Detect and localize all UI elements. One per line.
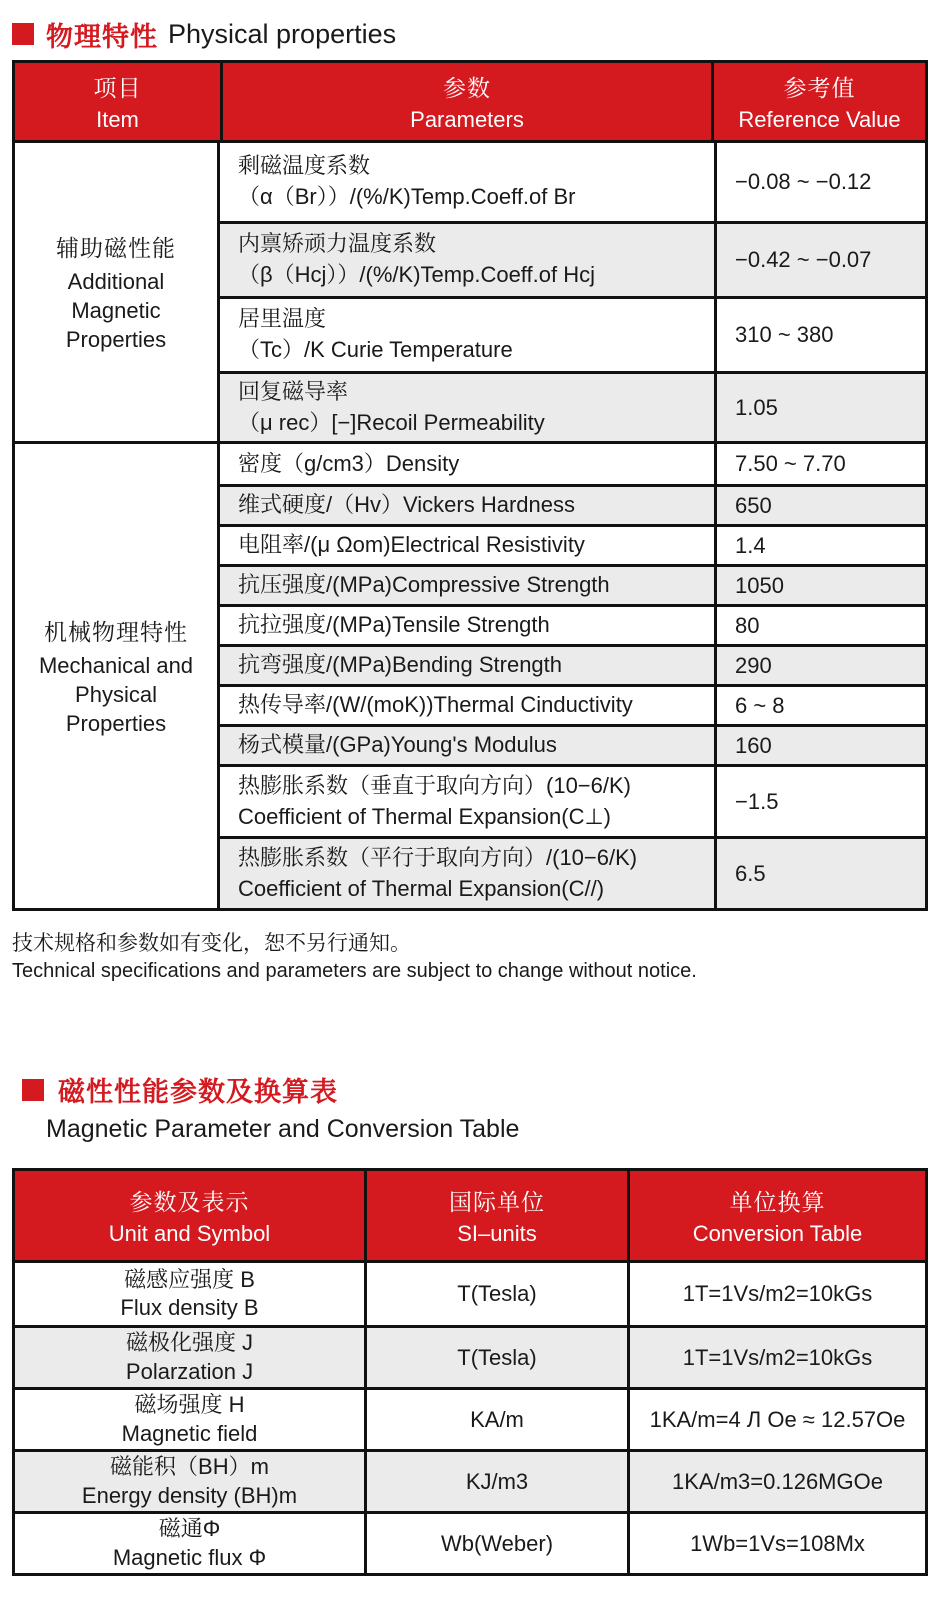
- footnote-zh: 技术规格和参数如有变化，恕不另行通知。: [12, 932, 411, 955]
- section1-title-zh: 物理特性: [46, 21, 158, 52]
- group-mechanical-physical: [15, 441, 925, 908]
- header-item-zh: 项目: [93, 75, 142, 101]
- group-label-zh: 机械物理特性: [44, 618, 188, 645]
- table-row: [220, 143, 925, 221]
- footnote: [12, 929, 940, 984]
- header-parameters-zh: 参数: [443, 75, 491, 101]
- group-label-zh: 辅助磁性能: [56, 234, 176, 261]
- header-symbol-zh: 参数及表示: [129, 1189, 250, 1216]
- table1-header-row: [15, 63, 925, 143]
- reference-value: 80: [714, 607, 925, 644]
- reference-value: 7.50 ~ 7.70: [714, 444, 925, 484]
- parameter-cell: [220, 143, 714, 221]
- parameter-cell: 杨式模量/(GPa)Young's Modulus: [238, 732, 557, 758]
- si-unit-cell: T(Tesla): [364, 1263, 630, 1325]
- header-symbol-en: Unit and Symbol: [108, 1221, 271, 1247]
- reference-value: 1050: [714, 567, 925, 604]
- conversion-table: [12, 1168, 928, 1576]
- parameter-line1: 回复磁导率: [238, 378, 349, 404]
- quantity-cell: [15, 1452, 364, 1511]
- table-row: [220, 371, 925, 441]
- table-row: [15, 1325, 925, 1387]
- parameter-line2: Coefficient of Thermal Expansion(C⊥): [238, 803, 611, 829]
- red-square-bullet-icon: [12, 23, 34, 45]
- parameter-line2: （β（Hcj））/(%/K)Temp.Coeff.of Hcj: [238, 262, 595, 287]
- footnote-en: Technical specifications and parameters are subject to change without notice.: [12, 960, 697, 983]
- parameter-cell: [220, 839, 714, 908]
- quantity-en: Magnetic field: [121, 1420, 258, 1446]
- table-row: [15, 1449, 925, 1511]
- section2-title-en: Magnetic Parameter and Conversion Table: [46, 1115, 520, 1144]
- table2-header-conversion: [630, 1171, 925, 1260]
- table-row: [220, 564, 925, 604]
- parameter-cell: [220, 767, 714, 836]
- parameter-cell: [220, 374, 714, 441]
- group-label-en: Mechanical and Physical Properties: [38, 652, 194, 737]
- parameter-cell: [220, 299, 714, 371]
- header-conversion-en: Conversion Table: [692, 1221, 863, 1247]
- conversion-cell: 1T=1Vs/m2=10kGs: [682, 1281, 873, 1307]
- parameter-line2: （Tc）/K Curie Temperature: [238, 337, 513, 362]
- table1-header-parameters: [220, 63, 714, 140]
- section1-title: [12, 12, 940, 56]
- parameter-cell: 维式硬度/（Hv）Vickers Hardness: [238, 492, 575, 518]
- reference-value: 1.4: [714, 527, 925, 564]
- quantity-zh: 磁场强度 H: [134, 1392, 245, 1418]
- header-parameters-en: Parameters: [410, 107, 524, 132]
- reference-value: −1.5: [714, 767, 925, 836]
- group-label-additional-magnetic: [15, 143, 220, 441]
- table-row: [220, 644, 925, 684]
- reference-value: 6.5: [714, 839, 925, 908]
- quantity-en: Magnetic flux Φ: [112, 1544, 267, 1570]
- parameter-cell: 抗拉强度/(MPa)Tensile Strength: [238, 612, 550, 638]
- quantity-zh: 磁感应强度 B: [124, 1266, 255, 1292]
- parameter-cell: 电阻率/(μ Ωom)Electrical Resistivity: [238, 532, 585, 558]
- quantity-en: Energy density (BH)m: [81, 1482, 298, 1508]
- table-row: [220, 524, 925, 564]
- quantity-cell: [15, 1390, 364, 1449]
- si-unit-cell: KJ/m3: [364, 1452, 630, 1511]
- section1-title-en: Physical properties: [168, 18, 397, 49]
- section2-title-zh: 磁性性能参数及换算表: [58, 1077, 338, 1108]
- reference-value: 290: [714, 647, 925, 684]
- quantity-zh: 磁能积（BH）m: [110, 1454, 269, 1480]
- quantity-cell: [15, 1263, 364, 1325]
- si-unit-cell: T(Tesla): [364, 1328, 630, 1387]
- parameter-cell: [220, 224, 714, 296]
- table-row: [220, 836, 925, 908]
- header-reference-en: Reference Value: [738, 107, 901, 132]
- quantity-zh: 磁极化强度 J: [125, 1330, 254, 1356]
- group-label-mechanical-physical: [15, 444, 220, 908]
- quantity-en: Polarzation J: [125, 1358, 254, 1384]
- parameter-line2: Coefficient of Thermal Expansion(C//): [238, 875, 605, 901]
- header-reference-zh: 参考值: [783, 75, 856, 101]
- table-row: [220, 444, 925, 484]
- si-unit-cell: Wb(Weber): [364, 1514, 630, 1573]
- table-row: [15, 1263, 925, 1325]
- table-row: [15, 1387, 925, 1449]
- group-additional-magnetic: [15, 143, 925, 441]
- conversion-cell: 1T=1Vs/m2=10kGs: [682, 1344, 873, 1370]
- table2-header-si: [364, 1171, 630, 1260]
- table-row: [220, 764, 925, 836]
- reference-value: −0.42 ~ −0.07: [714, 224, 925, 296]
- reference-value: 160: [714, 727, 925, 764]
- parameter-cell: 热传导率/(W/(moK))Thermal Cinductivity: [238, 692, 633, 718]
- parameter-line1: 热膨胀系数（垂直于取向方向）(10−6/K): [238, 772, 631, 798]
- header-conversion-zh: 单位换算: [729, 1189, 826, 1216]
- reference-value: −0.08 ~ −0.12: [714, 143, 925, 221]
- group-label-en: Additional Magnetic Properties: [65, 268, 167, 353]
- reference-value: 6 ~ 8: [714, 687, 925, 724]
- parameter-line2: （μ rec）[−]Recoil Permeability: [238, 409, 545, 435]
- table-row: [220, 684, 925, 724]
- table-row: [15, 1511, 925, 1573]
- header-item-en: Item: [96, 107, 139, 132]
- conversion-cell: 1KA/m=4 Л Oe ≈ 12.57Oe: [649, 1406, 906, 1432]
- header-si-en: SI–units: [457, 1221, 537, 1247]
- reference-value: 310 ~ 380: [714, 299, 925, 371]
- parameter-line1: 内禀矫顽力温度系数: [238, 231, 437, 257]
- table-row: [220, 484, 925, 524]
- red-square-bullet-icon: [22, 1079, 44, 1101]
- header-si-zh: 国际单位: [449, 1189, 545, 1216]
- quantity-cell: [15, 1514, 364, 1573]
- physical-properties-table: [12, 60, 928, 911]
- table1-header-reference: [714, 63, 925, 140]
- table-row: [220, 296, 925, 371]
- table-row: [220, 604, 925, 644]
- parameter-line1: 剩磁温度系数: [238, 153, 371, 179]
- parameter-cell: 抗弯强度/(MPa)Bending Strength: [238, 652, 563, 678]
- si-unit-cell: KA/m: [364, 1390, 630, 1449]
- quantity-cell: [15, 1328, 364, 1387]
- table-row: [220, 724, 925, 764]
- section2-title: [22, 1070, 940, 1144]
- reference-value: 650: [714, 487, 925, 524]
- table2-header-row: [15, 1171, 925, 1263]
- parameter-cell: 密度（g/cm3）Density: [238, 450, 460, 476]
- parameter-line2: （α（Br））/(%/K)Temp.Coeff.of Br: [238, 184, 576, 209]
- quantity-en: Flux density B: [120, 1295, 259, 1321]
- table-row: [220, 221, 925, 296]
- parameter-line1: 居里温度: [238, 306, 327, 332]
- table2-header-symbol: [15, 1171, 364, 1260]
- parameter-line1: 热膨胀系数（平行于取向方向）/(10−6/K): [238, 844, 638, 870]
- quantity-zh: 磁通Φ: [158, 1516, 221, 1542]
- table1-header-item: [15, 63, 220, 140]
- reference-value: 1.05: [714, 374, 925, 441]
- parameter-cell: 抗压强度/(MPa)Compressive Strength: [238, 572, 610, 598]
- conversion-cell: 1Wb=1Vs=108Mx: [690, 1530, 865, 1556]
- conversion-cell: 1KA/m3=0.126MGOe: [672, 1468, 883, 1494]
